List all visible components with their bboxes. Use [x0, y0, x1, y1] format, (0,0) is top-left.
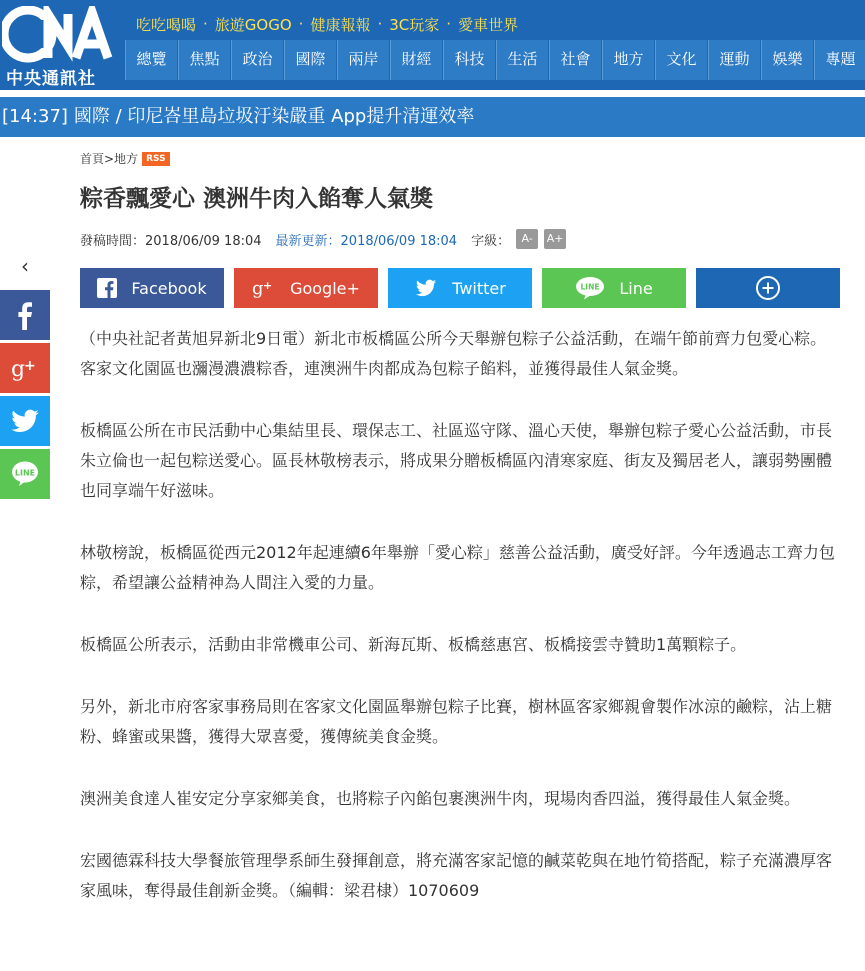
googleplus-icon	[10, 353, 40, 383]
toplink-travel[interactable]: 旅遊GOGO	[214, 15, 292, 34]
article-paragraph: 澳洲美食達人崔安定分享家鄉美食，也將粽子內餡包裹澳洲牛肉，現場肉香四溢，獲得最佳人氣金獎。	[80, 789, 801, 808]
nav-special[interactable]: 專題	[814, 40, 865, 80]
googleplus-icon	[252, 278, 276, 298]
share-twitter-button[interactable]	[388, 268, 532, 308]
separator-dot: ·	[203, 15, 208, 33]
share-more-button[interactable]	[696, 268, 840, 308]
svg-text:+: +	[24, 358, 36, 374]
svg-text:g: g	[252, 278, 264, 298]
plus-circle-icon	[755, 275, 781, 301]
font-smaller-button[interactable]: A-	[516, 229, 538, 249]
nav-society[interactable]: 社會	[549, 40, 601, 80]
breadcrumb	[80, 150, 170, 167]
side-share-bar	[0, 290, 50, 502]
nav-entertainment[interactable]: 娛樂	[761, 40, 813, 80]
breadcrumb-path[interactable]: 首頁>地方	[80, 152, 139, 166]
published-time: 發稿時間：2018/06/09 18:04	[80, 233, 262, 249]
news-ticker[interactable]	[0, 97, 865, 137]
twitter-icon	[414, 277, 438, 299]
ticker-time: [14:37]	[2, 106, 68, 127]
main-nav	[125, 40, 865, 80]
share-googleplus-button[interactable]	[234, 268, 378, 308]
ticker-headline[interactable]: 國際 / 印尼峇里島垃圾汙染嚴重 App提升清運效率	[73, 106, 475, 127]
side-googleplus-button[interactable]	[0, 343, 50, 393]
nav-overview[interactable]: 總覽	[125, 40, 177, 80]
nav-life[interactable]: 生活	[496, 40, 548, 80]
line-icon	[10, 459, 40, 489]
svg-text:g: g	[11, 357, 26, 382]
share-facebook-label: Facebook	[131, 278, 207, 298]
nav-culture[interactable]: 文化	[655, 40, 707, 80]
side-line-button[interactable]	[0, 449, 50, 499]
back-icon[interactable]: ‹	[21, 254, 29, 278]
article-paragraph: 板橋區公所表示，活動由非常機車公司、新海瓦斯、板橋慈惠宮、板橋接雲寺贊助1萬顆粽子。	[80, 635, 747, 654]
toplink-health[interactable]: 健康報報	[310, 15, 371, 34]
twitter-icon	[10, 406, 40, 436]
share-row	[80, 268, 840, 308]
line-icon	[575, 276, 605, 300]
nav-cross-strait[interactable]: 兩岸	[337, 40, 389, 80]
logo-text: 中央通訊社	[6, 69, 96, 89]
share-twitter-label: Twitter	[452, 278, 506, 298]
facebook-icon	[97, 278, 117, 298]
nav-politics[interactable]: 政治	[231, 40, 283, 80]
share-googleplus-label: Google+	[290, 278, 360, 298]
font-larger-button[interactable]: A+	[544, 229, 566, 249]
article-paragraph: 另外，新北市府客家事務局則在客家文化園區舉辦包粽子比賽，樹林區客家鄉親會製作冰涼的鹼粽，沾上糖粉、蜂蜜或果醬，獲得大眾喜愛，獲傳統美食金獎。	[80, 697, 833, 746]
toplink-food[interactable]: 吃吃喝喝	[136, 15, 197, 34]
nav-international[interactable]: 國際	[284, 40, 336, 80]
nav-sports[interactable]: 運動	[708, 40, 760, 80]
toplink-3c[interactable]: 3C玩家	[389, 15, 440, 34]
nav-focus[interactable]: 焦點	[178, 40, 230, 80]
side-facebook-button[interactable]	[0, 290, 50, 340]
nav-local[interactable]: 地方	[602, 40, 654, 80]
font-size-label: 字級：	[471, 233, 511, 249]
article-title: 粽香飄愛心 澳洲牛肉入餡奪人氣獎	[80, 186, 434, 212]
side-twitter-button[interactable]	[0, 396, 50, 446]
updated-time: 最新更新：2018/06/09 18:04	[275, 233, 458, 249]
toplink-cars[interactable]: 愛車世界	[458, 15, 519, 34]
svg-text:+: +	[263, 279, 273, 292]
article-paragraph: 林敬榜說，板橋區從西元2012年起連續6年舉辦「愛心粽」慈善公益活動，廣受好評。今年透過志工齊力包粽，希望讓公益精神為人間注入愛的力量。	[80, 543, 835, 592]
separator-dot: ·	[377, 15, 383, 33]
site-header	[0, 0, 865, 90]
svg-text:LINE: LINE	[580, 282, 600, 292]
share-line-button[interactable]	[542, 268, 686, 308]
cna-logo[interactable]	[0, 0, 120, 90]
share-line-label: Line	[619, 278, 653, 298]
svg-text:LINE: LINE	[14, 468, 36, 478]
article-paragraph: （中央社記者黃旭昇新北9日電）新北市板橋區公所今天舉辦包粽子公益活動，在端午節前齊力包愛心粽。客家文化園區也瀰漫濃濃粽香，連澳洲牛肉都成為包粽子餡料，並獲得最佳人氣金獎。	[80, 329, 827, 378]
nav-tech[interactable]: 科技	[443, 40, 495, 80]
rss-badge[interactable]: RSS	[142, 152, 170, 166]
separator-dot: ·	[446, 15, 452, 33]
article-paragraph: 宏國德霖科技大學餐旅管理學系師生發揮創意，將充滿客家記憶的鹹菜乾與在地竹筍搭配，粽子充滿濃厚客家風味，奪得最佳創新金獎。（編輯：梁君棣）1070609	[80, 851, 833, 900]
nav-finance[interactable]: 財經	[390, 40, 442, 80]
separator-dot: ·	[298, 15, 304, 33]
article-paragraph: 板橋區公所在市民活動中心集結里長、環保志工、社區巡守隊、溫心天使，舉辦包粽子愛心公益活動，市長朱立倫也一起包粽送愛心。區長林敬榜表示，將成果分贈板橋區內清寒家庭、街友及獨居老人，讓弱勢團體也同享端午好滋味。	[80, 421, 833, 500]
article-body	[80, 324, 842, 938]
share-facebook-button[interactable]	[80, 268, 224, 308]
article-meta	[80, 228, 566, 250]
facebook-icon	[10, 300, 40, 330]
top-links	[136, 13, 518, 35]
cna-logo-mark	[2, 6, 114, 64]
